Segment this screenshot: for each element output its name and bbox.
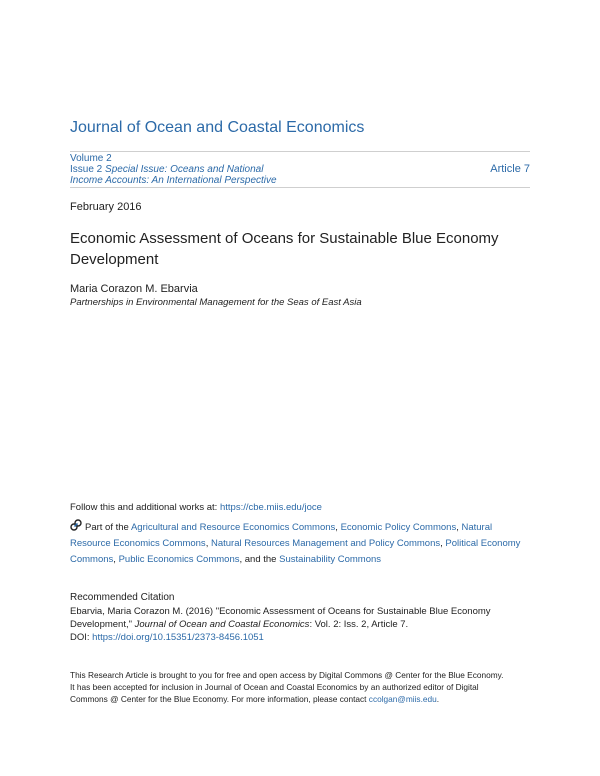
- follow-link[interactable]: https://cbe.miis.edu/joce: [219, 502, 322, 513]
- paper-title-line1: Economic Assessment of Oceans for Sustainable Blue Economy: [70, 230, 499, 247]
- and-the-text: , and the: [239, 554, 280, 565]
- part-of-commons: [70, 519, 530, 568]
- commons-link-natural-resource-economics[interactable]: Natural Resource Economics Commons: [70, 522, 493, 549]
- citation-line2-suffix: : Vol. 2: Iss. 2, Article 7.: [309, 619, 409, 630]
- separator: ,: [456, 522, 462, 533]
- separator: ,: [440, 538, 446, 549]
- volume-issue-block: [70, 153, 530, 186]
- issue-prefix: Issue 2: [70, 164, 106, 175]
- follow-text: Follow this and additional works at:: [70, 502, 220, 513]
- contact-email-link[interactable]: ccolgan@miis.edu: [368, 694, 437, 704]
- link-icon: [70, 519, 82, 531]
- divider-top: [70, 151, 530, 152]
- doi-label: DOI:: [70, 632, 93, 643]
- separator: ,: [205, 538, 211, 549]
- citation-line1: Ebarvia, Maria Corazon M. (2016) "Economic Assessment of Oceans for Sustainable Blue Economy: [70, 606, 491, 617]
- commons-link-economic-policy[interactable]: Economic Policy Commons: [340, 522, 457, 533]
- doi-link[interactable]: https://doi.org/10.15351/2373-8456.1051: [92, 632, 264, 643]
- commons-link-sustainability[interactable]: Sustainability Commons: [279, 554, 382, 565]
- commons-link-natural-resources-management[interactable]: Natural Resources Management and Policy Commons: [210, 538, 441, 549]
- citation-line2-prefix: Development,": [70, 619, 135, 630]
- citation-block: [70, 605, 540, 644]
- issue-special-title-line1: Special Issue: Oceans and National: [105, 164, 264, 175]
- author-affiliation: Partnerships in Environmental Management for the Seas of East Asia: [70, 297, 362, 308]
- paper-title-line2: Development: [70, 251, 159, 268]
- article-number-link[interactable]: Article 7: [490, 163, 530, 175]
- citation-journal: Journal of Ocean and Coastal Economics: [134, 619, 310, 630]
- footer-notice: [70, 669, 540, 705]
- author-name: Maria Corazon M. Ebarvia: [70, 283, 198, 295]
- volume-link[interactable]: Volume 2: [70, 153, 112, 164]
- citation-doi: [70, 631, 540, 644]
- divider-bottom: [70, 187, 530, 188]
- commons-link-public-economics[interactable]: Public Economics Commons: [118, 554, 240, 565]
- follow-line: [70, 502, 322, 513]
- commons-link-political-economy[interactable]: Political Economy Commons: [70, 538, 521, 565]
- citation-heading: Recommended Citation: [70, 592, 175, 603]
- footer-line3: [70, 693, 540, 705]
- footer-line1: This Research Article is brought to you for free and open access by Digital Commons @ Center for the Blue Economy.: [70, 670, 504, 680]
- issue-link[interactable]: [70, 164, 530, 175]
- footer-line3-prefix: Commons @ Center for the Blue Economy. For more information, please contact: [70, 694, 369, 704]
- citation-line2: [70, 618, 540, 631]
- footer-line3-suffix: .: [436, 694, 440, 704]
- journal-title-link[interactable]: Journal of Ocean and Coastal Economics: [70, 119, 365, 136]
- part-of-prefix: Part of the: [85, 522, 131, 533]
- separator: ,: [113, 554, 119, 565]
- publication-date: February 2016: [70, 201, 142, 213]
- issue-special-title-line2[interactable]: Income Accounts: An International Perspective: [70, 175, 277, 186]
- commons-link-agricultural[interactable]: Agricultural and Resource Economics Commons: [130, 522, 336, 533]
- footer-line2: It has been accepted for inclusion in Journal of Ocean and Coastal Economics by an authorized editor of Digital: [70, 682, 479, 692]
- separator: ,: [335, 522, 341, 533]
- paper-title: [70, 228, 530, 270]
